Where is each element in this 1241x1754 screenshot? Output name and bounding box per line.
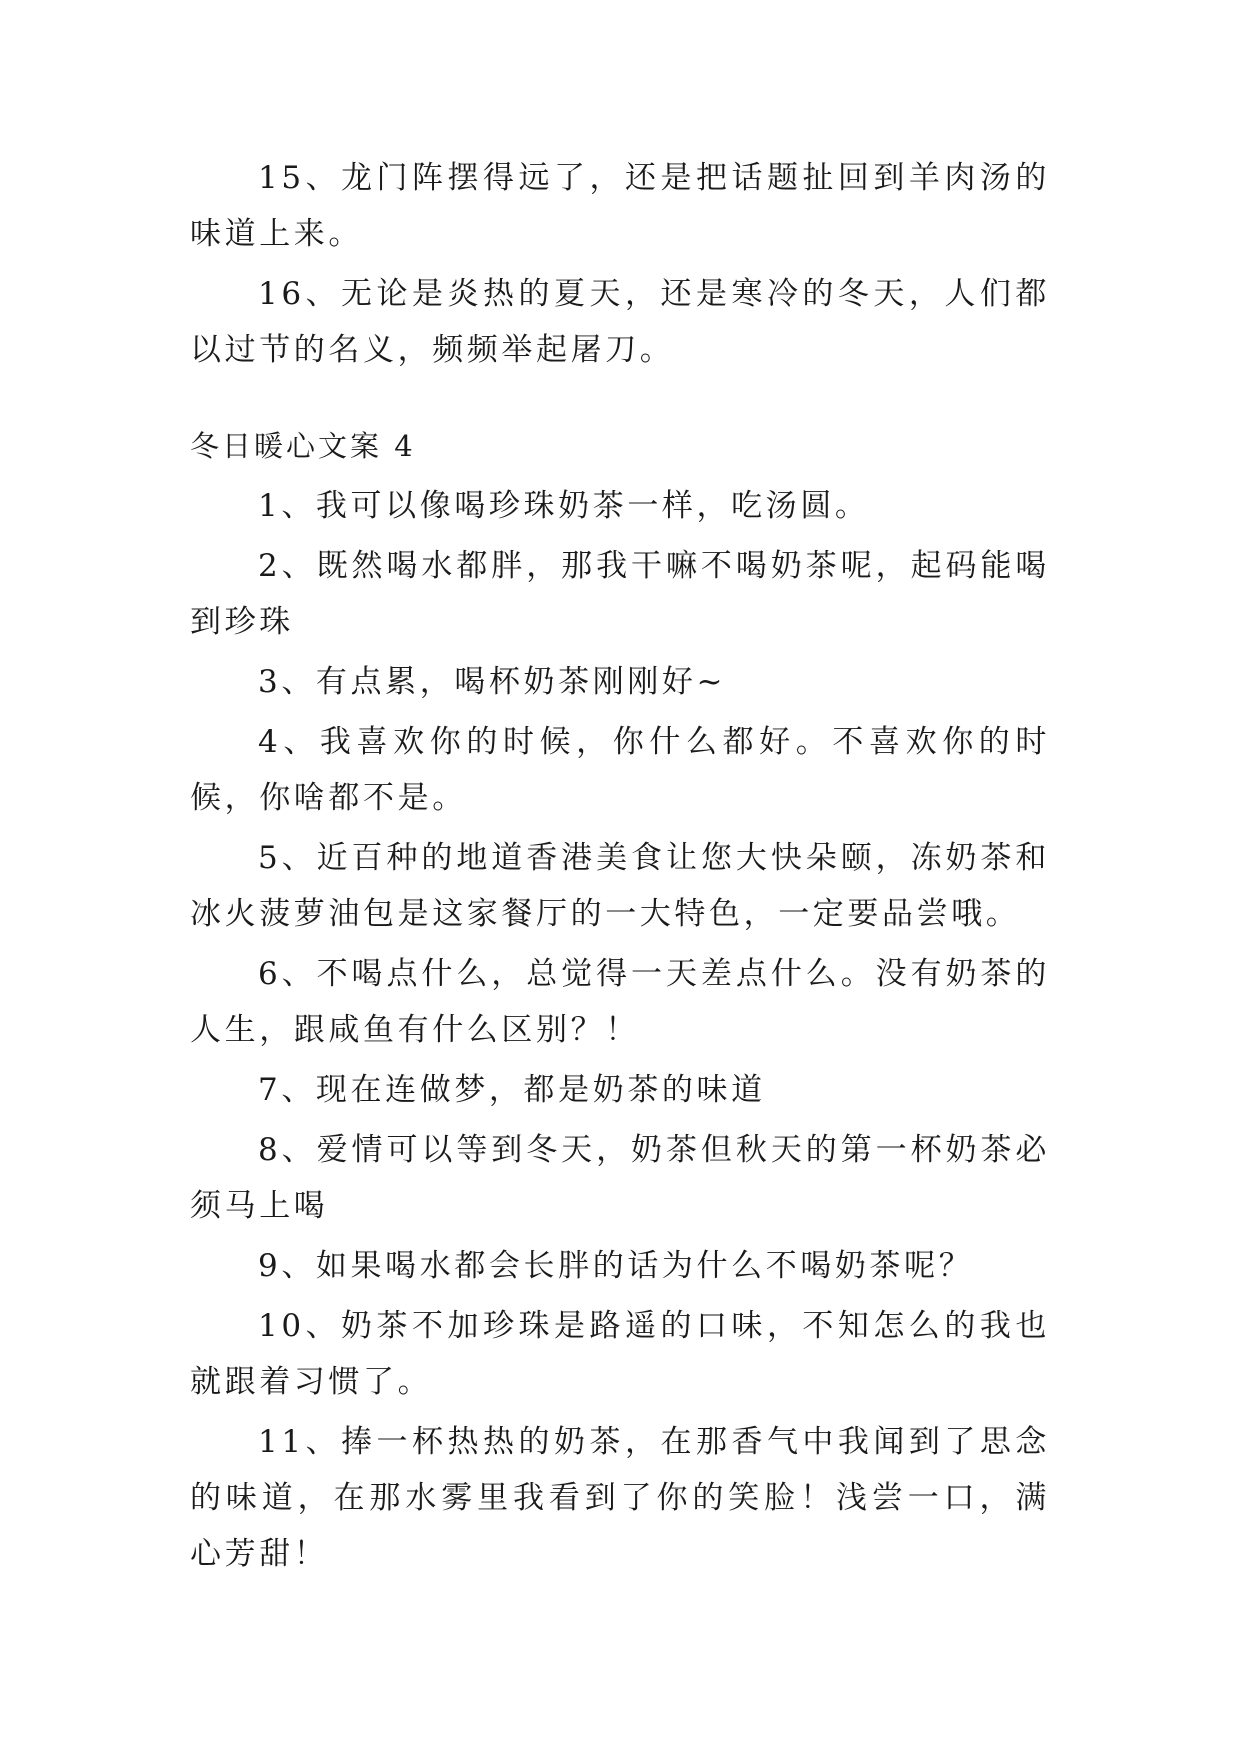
paragraph-11: 11、捧一杯热热的奶茶，在那香气中我闻到了思念的味道，在那水雾里我看到了你的笑脸！浅尝一口，满心芳甜！ bbox=[190, 1424, 1050, 1572]
paragraph-4: 4、我喜欢你的时候，你什么都好。不喜欢你的时候，你啥都不是。 bbox=[190, 724, 1050, 816]
paragraph-5: 5、近百种的地道香港美食让您大快朵颐，冻奶茶和冰火菠萝油包是这家餐厅的一大特色，一定要品尝哦。 bbox=[190, 840, 1050, 932]
paragraph-7: 7、现在连做梦，都是奶茶的味道 bbox=[258, 1072, 766, 1108]
paragraph-15: 15、龙门阵摆得远了，还是把话题扯回到羊肉汤的味道上来。 bbox=[190, 160, 1050, 252]
section-spacer bbox=[190, 382, 1050, 418]
paragraph-16: 16、无论是炎热的夏天，还是寒冷的冬天，人们都以过节的名义，频频举起屠刀。 bbox=[190, 276, 1050, 368]
paragraph-6: 6、不喝点什么，总觉得一天差点什么。没有奶茶的人生，跟咸鱼有什么区别？！ bbox=[190, 956, 1050, 1048]
paragraph-9: 9、如果喝水都会长胖的话为什么不喝奶茶呢？ bbox=[258, 1248, 974, 1284]
paragraph-3: 3、有点累，喝杯奶茶刚刚好~ bbox=[258, 664, 727, 700]
document-body bbox=[190, 150, 1050, 1586]
paragraph-8: 8、爱情可以等到冬天，奶茶但秋天的第一杯奶茶必须马上喝 bbox=[190, 1132, 1050, 1224]
paragraph-10: 10、奶茶不加珍珠是路遥的口味，不知怎么的我也就跟着习惯了。 bbox=[190, 1308, 1050, 1400]
section-heading: 冬日暖心文案 4 bbox=[190, 429, 416, 463]
paragraph-1: 1、我可以像喝珍珠奶茶一样，吃汤圆。 bbox=[258, 488, 870, 524]
paragraph-2: 2、既然喝水都胖，那我干嘛不喝奶茶呢，起码能喝到珍珠 bbox=[190, 548, 1050, 640]
